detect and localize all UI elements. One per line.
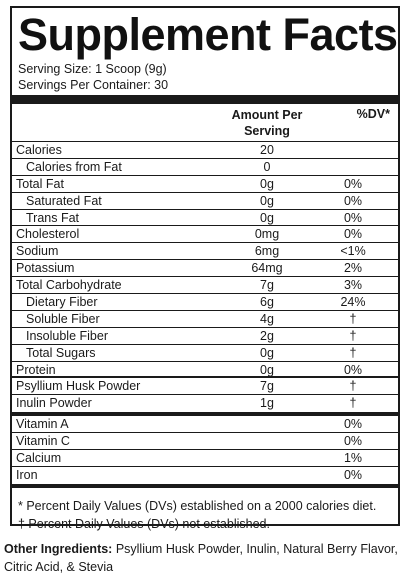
footnote-daily-values: * Percent Daily Values (DVs) established on a 2000 calories diet. [18, 498, 377, 513]
nutrient-row-potassium: Potassium 64mg 2% [12, 260, 398, 277]
supplement-facts-panel [10, 6, 400, 531]
nutrient-row-iron: Iron 0% [16, 467, 363, 482]
nutrient-row-vitamin-c: Vitamin C 0% [12, 433, 398, 450]
nutrient-row-soluble-fiber: Soluble Fiber 4g † [12, 311, 398, 328]
column-header-row [12, 104, 398, 142]
nutrient-row-dietary-fiber: Dietary Fiber 6g 24% [12, 294, 398, 311]
footnote-not-established: † Percent Daily Values (DVs) not established. [18, 516, 270, 531]
serving-size: Serving Size: 1 Scoop (9g) [18, 62, 167, 76]
nutrient-row-psyllium-husk-powder: Psyllium Husk Powder 7g † [12, 378, 398, 395]
amount-per-serving-header: Amount Per Serving [231, 108, 303, 138]
nutrient-row-trans-fat: Trans Fat 0g 0% [12, 210, 398, 227]
nutrient-row-cholesterol: Cholesterol 0mg 0% [12, 226, 398, 243]
nutrient-row-total-carbohydrate: Total Carbohydrate 7g 3% [12, 277, 398, 294]
nutrient-row-inulin-powder: Inulin Powder 1g † [16, 396, 357, 411]
nutrient-row-calcium: Calcium 1% [12, 450, 398, 467]
servings-per-container: Servings Per Container: 30 [18, 78, 169, 92]
other-ingredients [4, 540, 404, 576]
nutrient-row-sodium: Sodium 6mg <1% [12, 243, 398, 260]
nutrient-row-protein: Protein 0g 0% [12, 362, 398, 379]
nutrient-row-total-fat: Total Fat 0g 0% [12, 176, 398, 193]
nutrient-row-calories-from-fat: Calories from Fat 0 [12, 159, 398, 176]
nutrient-row-saturated-fat: Saturated Fat 0g 0% [12, 193, 398, 210]
thick-divider-footer [12, 484, 398, 488]
nutrient-row-vitamin-a: Vitamin A 0% [12, 416, 398, 433]
other-ingredients-label: Other Ingredients: [4, 542, 113, 556]
dv-header: %DV* [356, 107, 390, 121]
nutrient-row-calories: Calories 20 [12, 142, 398, 159]
other-ingredients-text: Psyllium Husk Powder, Inulin, Natural Berry Flavor, Citric Acid, & Stevia [4, 542, 398, 574]
nutrient-rows [12, 142, 398, 488]
panel-title: Supplement Facts [18, 9, 398, 60]
nutrient-row-total-sugars: Total Sugars 0g † [12, 345, 398, 362]
thick-divider [12, 95, 398, 104]
nutrient-row-insoluble-fiber: Insoluble Fiber 2g † [12, 328, 398, 345]
